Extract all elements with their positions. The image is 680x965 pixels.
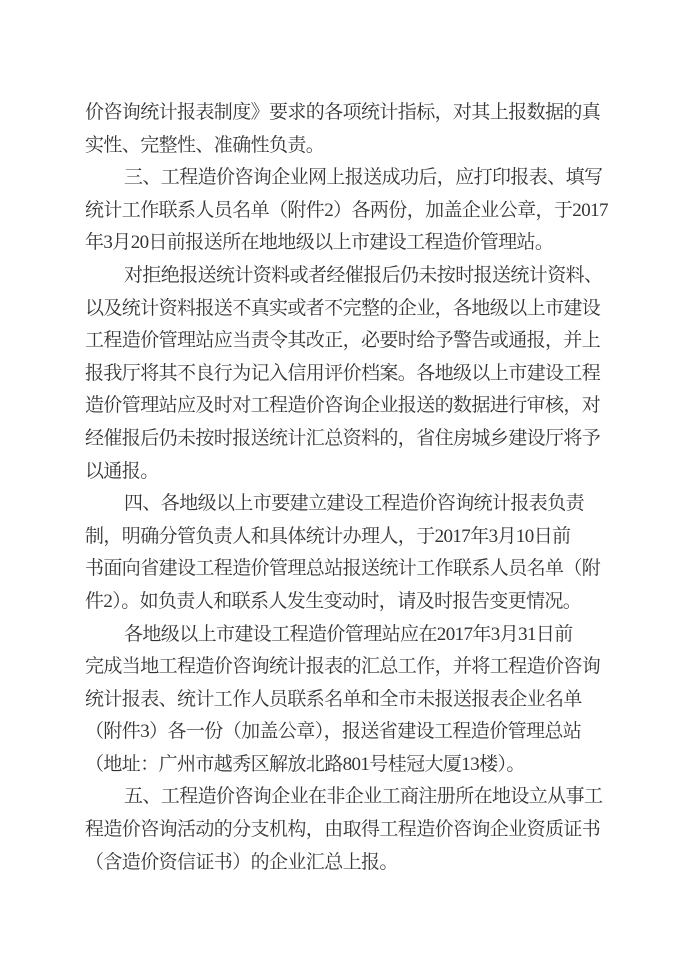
document-line: 制，明确分管负责人和具体统计办理人，于2017年3月10日前 xyxy=(85,525,571,547)
document-line: 造价管理站应及时对工程造价咨询企业报送的数据进行审核，对 xyxy=(85,395,601,417)
document-line: 年3月20日前报送所在地地级以上市建设工程造价管理站。 xyxy=(85,232,554,254)
document-line: 三、工程造价咨询企业网上报送成功后，应打印报表、填写 xyxy=(124,167,603,189)
document-line: （地址：广州市越秀区解放北路801号桂冠大厦13楼）。 xyxy=(85,753,525,775)
document-body-text xyxy=(85,97,625,879)
document-line: 各地级以上市建设工程造价管理站应在2017年3月31日前 xyxy=(124,623,573,645)
document-line: 件2）。如负责人和联系人发生变动时，请及时报告变更情况。 xyxy=(85,590,582,612)
document-line: 经催报后仍未按时报送统计汇总资料的，省住房城乡建设厅将予 xyxy=(85,427,601,449)
document-line: 完成当地工程造价咨询统计报表的汇总工作，并将工程造价咨询 xyxy=(85,656,601,678)
document-line: 工程造价管理站应当责令其改正，必要时给予警告或通报，并上 xyxy=(85,330,601,352)
document-line: 统计工作联系人员名单（附件2）各两份，加盖企业公章，于2017 xyxy=(85,199,608,221)
document-line: 以通报。 xyxy=(85,460,159,482)
document-line: 实性、完整性、准确性负责。 xyxy=(85,134,325,156)
document-line: 以及统计资料报送不真实或者不完整的企业，各地级以上市建设 xyxy=(85,297,601,319)
document-line: 对拒绝报送统计资料或者经催报后仍未按时报送统计资料、 xyxy=(124,264,603,286)
document-line: 程造价咨询活动的分支机构，由取得工程造价咨询企业资质证书 xyxy=(85,819,601,841)
document-line: 书面向省建设工程造价管理总站报送统计工作联系人员名单（附 xyxy=(85,558,601,580)
document-line: 统计报表、统计工作人员联系名单和全市未报送报表企业名单 xyxy=(85,688,582,710)
document-line: 四、各地级以上市要建立建设工程造价咨询统计报表负责 xyxy=(124,493,585,515)
document-line: 五、工程造价咨询企业在非企业工商注册所在地设立从事工 xyxy=(124,786,603,808)
document-line: （含造价资信证书）的企业汇总上报。 xyxy=(85,851,398,873)
document-line: 价咨询统计报表制度》要求的各项统计指标，对其上报数据的真 xyxy=(85,102,601,123)
document-line: （附件3）各一份（加盖公章），报送省建设工程造价管理总站 xyxy=(85,721,582,743)
document-line: 报我厅将其不良行为记入信用评价档案。各地级以上市建设工程 xyxy=(85,362,601,384)
